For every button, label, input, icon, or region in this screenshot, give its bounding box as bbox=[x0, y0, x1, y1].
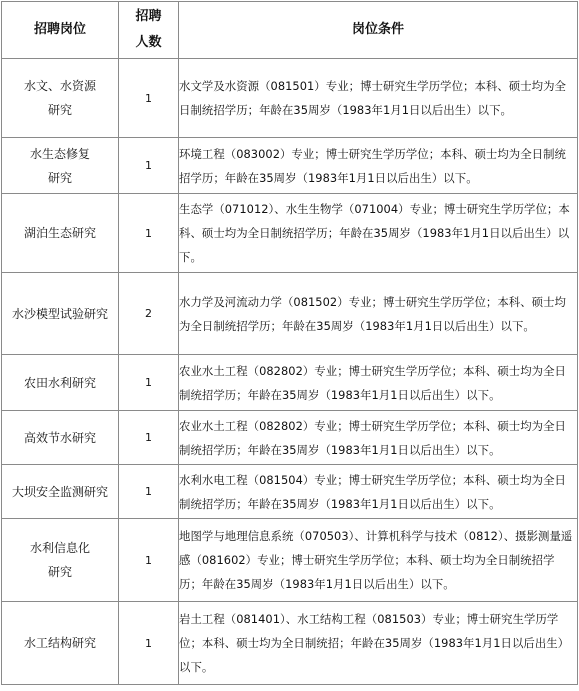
post-name: 水生态修复 bbox=[29, 146, 90, 161]
table-row bbox=[2, 59, 578, 138]
post-cell bbox=[2, 411, 119, 465]
post-name: 农田水利研究 bbox=[23, 375, 96, 390]
count-cell: 1 bbox=[119, 411, 179, 465]
count-cell: 1 bbox=[119, 465, 179, 519]
post-name: 水工结构研究 bbox=[23, 636, 96, 650]
conditions-cell: 农业水土工程（082802）专业；博士研究生学历学位；本科、硕士均为全日制统招学历；年龄在35周岁（1983年1月1日以后出生）以下。 bbox=[179, 355, 578, 411]
header-count bbox=[119, 2, 179, 59]
post-name: 湖泊生态研究 bbox=[23, 226, 96, 240]
table-row bbox=[2, 519, 578, 602]
post-cell bbox=[2, 273, 119, 355]
post-name: 水文、水资源 bbox=[23, 79, 96, 93]
recruitment-table bbox=[1, 1, 578, 685]
post-cell bbox=[2, 602, 119, 685]
post-name: 大坝安全监测研究 bbox=[11, 484, 108, 499]
count-cell: 1 bbox=[119, 194, 179, 273]
post-name: 水沙模型试验研究 bbox=[11, 306, 108, 321]
conditions-cell: 环境工程（083002）专业；博士研究生学历学位；本科、硕士均为全日制统招学历；年龄在35周岁（1983年1月1日以后出生）以下。 bbox=[179, 138, 578, 194]
post-cell bbox=[2, 519, 119, 602]
post-name: 水利信息化 bbox=[29, 541, 90, 555]
conditions-cell: 农业水土工程（082802）专业；博士研究生学历学位；本科、硕士均为全日制统招学历；年龄在35周岁（1983年1月1日以后出生）以下。 bbox=[179, 411, 578, 465]
post-name: 高效节水研究 bbox=[23, 430, 96, 445]
conditions-cell: 水力学及河流动力学（081502）专业；博士研究生学历学位；本科、硕士均为全日制统招学历；年龄在35周岁（1983年1月1日以后出生）以下。 bbox=[179, 273, 578, 355]
header-post: 招聘岗位 bbox=[2, 2, 119, 59]
table-row bbox=[2, 465, 578, 519]
conditions-cell: 水利水电工程（081504）专业；博士研究生学历学位；本科、硕士均为全日制统招学历；年龄在35周岁（1983年1月1日以后出生）以下。 bbox=[179, 465, 578, 519]
post-name-line2: 研究 bbox=[47, 103, 72, 117]
count-cell: 1 bbox=[119, 355, 179, 411]
post-cell bbox=[2, 194, 119, 273]
table-row bbox=[2, 273, 578, 355]
count-cell: 1 bbox=[119, 602, 179, 685]
table-row bbox=[2, 602, 578, 685]
post-name-line2: 研究 bbox=[47, 170, 72, 185]
header-count-line1: 招聘 bbox=[135, 9, 162, 24]
header-conditions: 岗位条件 bbox=[179, 2, 578, 59]
table-row bbox=[2, 355, 578, 411]
table-row bbox=[2, 138, 578, 194]
header-count-line2: 人数 bbox=[135, 35, 162, 50]
table-row bbox=[2, 194, 578, 273]
count-cell: 1 bbox=[119, 519, 179, 602]
post-cell bbox=[2, 355, 119, 411]
count-cell: 1 bbox=[119, 138, 179, 194]
table-header-row bbox=[2, 2, 578, 59]
conditions-cell: 水文学及水资源（081501）专业；博士研究生学历学位；本科、硕士均为全日制统招学历；年龄在35周岁（1983年1月1日以后出生）以下。 bbox=[179, 59, 578, 138]
post-cell bbox=[2, 138, 119, 194]
table-row bbox=[2, 411, 578, 465]
conditions-cell: 生态学（071012）、水生生物学（071004）专业；博士研究生学历学位；本科、硕士均为全日制统招学历；年龄在35周岁（1983年1月1日以后出生）以下。 bbox=[179, 194, 578, 273]
post-cell bbox=[2, 59, 119, 138]
conditions-cell: 岩土工程（081401）、水工结构工程（081503）专业；博士研究生学历学位；本科、硕士均为全日制统招；年龄在35周岁（1983年1月1日以后出生）以下。 bbox=[179, 602, 578, 685]
count-cell: 1 bbox=[119, 59, 179, 138]
conditions-cell: 地图学与地理信息系统（070503）、计算机科学与技术（0812）、摄影测量遥感（081602）专业；博士研究生学历学位；本科、硕士均为全日制统招学历；年龄在35周岁（1983年1月1日以后出生）以下。 bbox=[179, 519, 578, 602]
count-cell: 2 bbox=[119, 273, 179, 355]
post-name-line2: 研究 bbox=[47, 565, 72, 579]
post-cell bbox=[2, 465, 119, 519]
